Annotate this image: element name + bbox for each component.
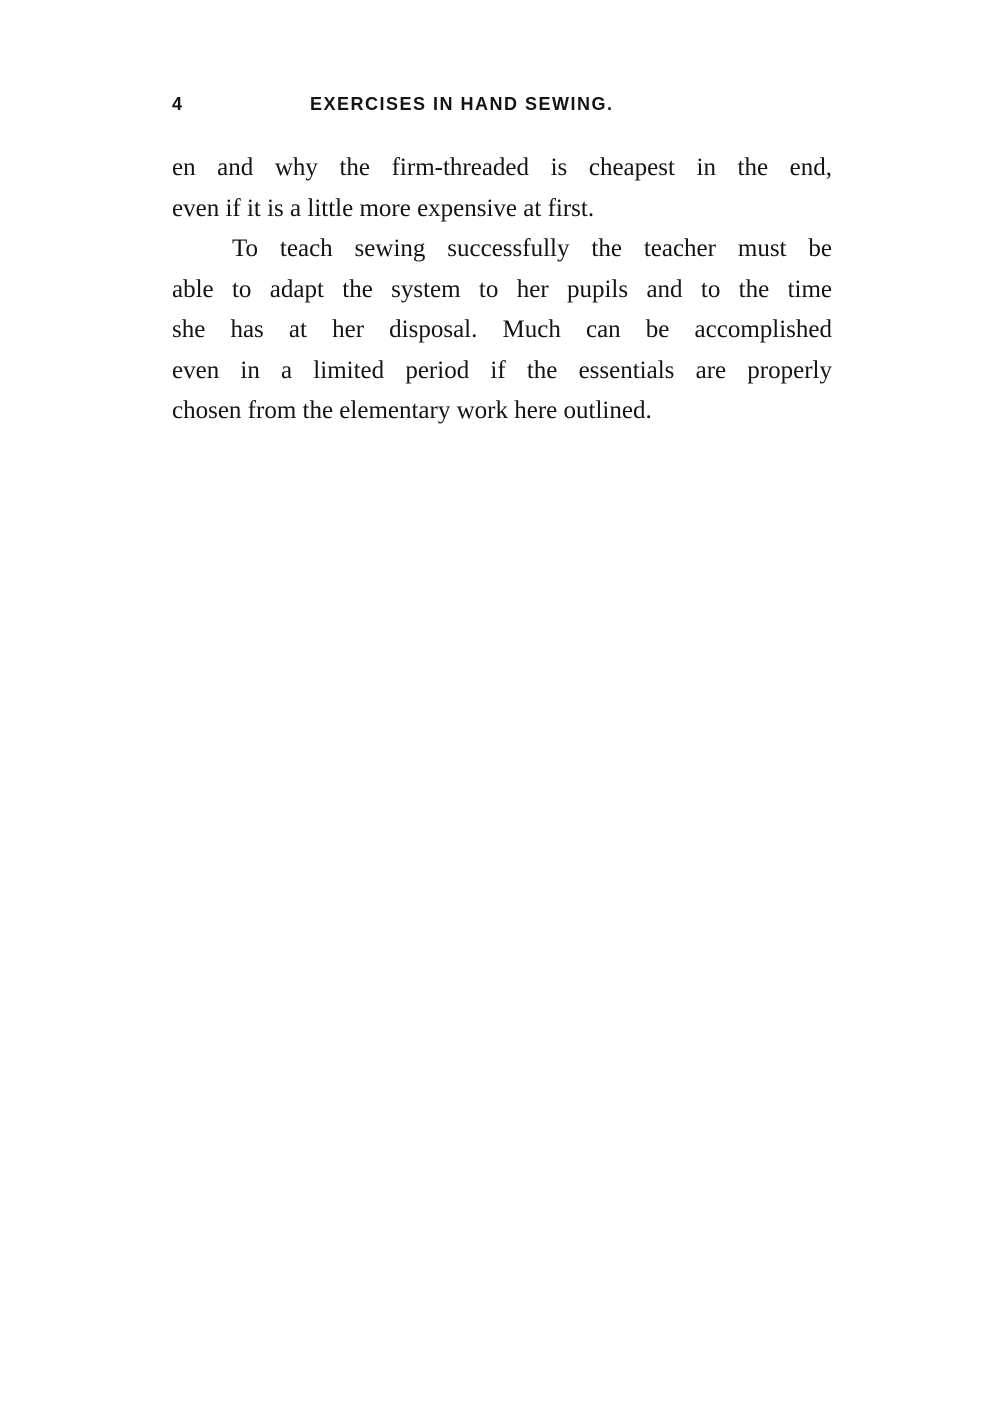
text-line: she has at her disposal. Much can be accomplished: [172, 316, 832, 343]
page-number: 4: [172, 94, 183, 114]
running-header: [172, 94, 832, 124]
paragraph-2: [172, 229, 832, 432]
running-title: EXERCISES IN HAND SEWING.: [310, 94, 614, 114]
text-line: able to adapt the system to her pupils and to the time: [172, 275, 832, 303]
body-text: [172, 148, 832, 432]
text-line: chosen from the elementary work here outlined.: [172, 397, 652, 424]
text-line: even in a limited period if the essentials are properly: [172, 356, 832, 384]
paragraph-1: [172, 148, 832, 229]
text-line: even if it is a little more expensive at first.: [172, 194, 595, 222]
text-line: en and why the firm-threaded is cheapest in the end,: [172, 154, 832, 181]
text-line: To teach sewing successfully the teacher must be: [232, 235, 832, 262]
